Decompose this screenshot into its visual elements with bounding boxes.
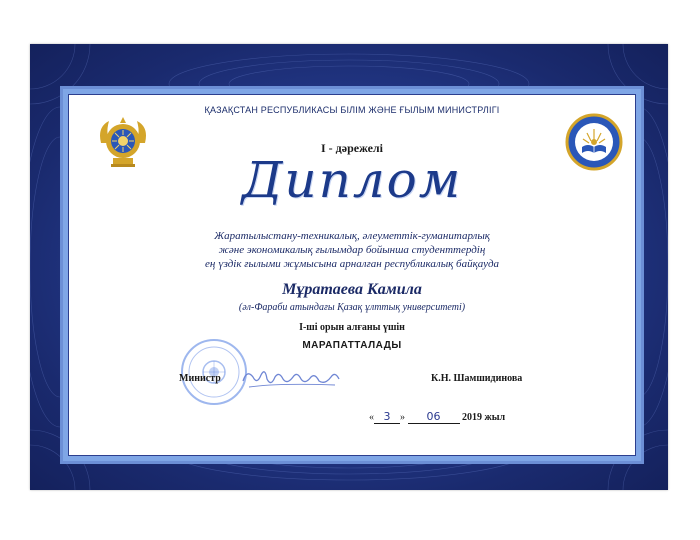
ministry-heading: ҚАЗАҚСТАН РЕСПУБЛИКАСЫ БІЛІМ ЖӘНЕ ҒЫЛЫМ МИНИСТРЛІГІ <box>204 105 500 115</box>
certificate-body <box>68 94 636 456</box>
date-day: 3 <box>374 410 400 424</box>
certificate-frame <box>60 86 644 464</box>
award-date <box>369 410 505 424</box>
awarded-label: МАРАПАТТАЛАДЫ <box>302 340 402 351</box>
signer-name: К.Н. Шамшидинова <box>431 373 523 384</box>
recipient-name: Мұратаева Камила <box>282 281 422 298</box>
diploma-title: Диплом <box>241 151 463 209</box>
recipient-university: (әл-Фараби атындағы Қазақ ұлттық университеті) <box>238 302 466 313</box>
place-label: І-ші орын алғаны үшін <box>299 322 405 333</box>
date-month: 06 <box>408 410 460 424</box>
date-year: 2019 жыл <box>462 412 506 423</box>
description-line: Жаратылыстану-техникалық, әлеуметтік-гуманитарлық <box>214 230 490 242</box>
date-close-quote: » <box>400 412 405 423</box>
degree-label: І - дәрежелі <box>321 141 383 155</box>
description-line: және экономикалық ғылымдар бойынша студенттердің <box>218 244 486 256</box>
handwritten-signature-icon <box>239 359 349 395</box>
minister-label: Министр <box>179 373 221 384</box>
contest-description <box>69 229 635 271</box>
date-open-quote: « <box>369 412 374 423</box>
diploma-certificate <box>30 44 668 490</box>
description-line: ең үздік ғылыми жұмысына арналған республикалық байқауда <box>204 258 500 270</box>
